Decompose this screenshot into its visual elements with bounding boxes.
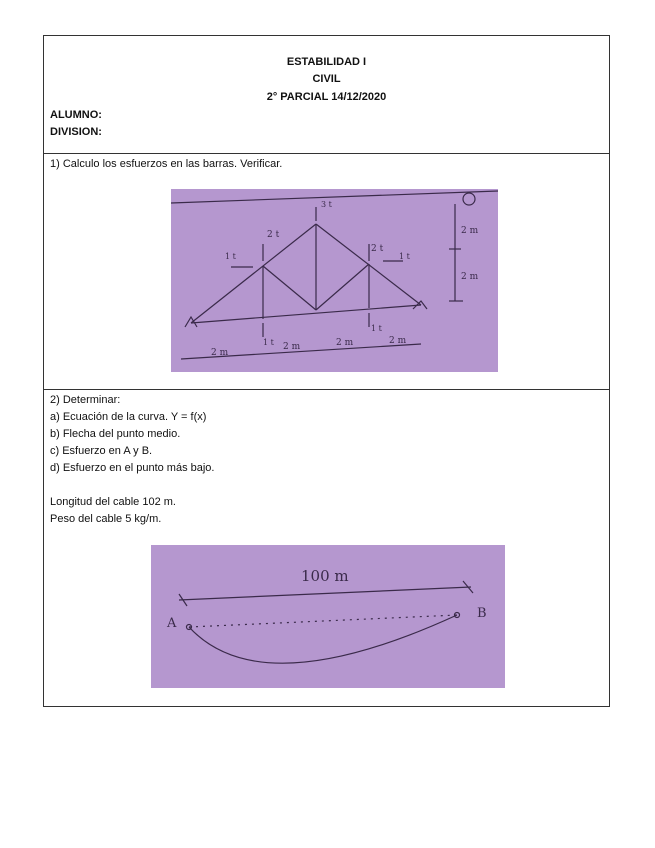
point-b-label: B (477, 606, 487, 621)
height-label: 2 m (461, 226, 479, 236)
load-label: 3 t (321, 200, 332, 209)
question-2 (44, 390, 609, 706)
exam-title: 2° PARCIAL 14/12/2020 (266, 91, 387, 103)
cable-drawing (151, 545, 505, 688)
subject-title: ESTABILIDAD I (286, 56, 367, 68)
span-label: 2 m (283, 342, 301, 352)
exam-sheet (43, 35, 610, 707)
load-label: 1 t (263, 338, 274, 347)
span-label: 2 m (211, 348, 229, 358)
cable-figure (151, 545, 505, 688)
question-2-item: b) Flecha del punto medio. (50, 428, 181, 440)
truss-figure (171, 189, 498, 372)
load-label: 2 t (267, 230, 280, 240)
question-2-item: a) Ecuación de la curva. Y = f(x) (50, 411, 207, 423)
span-label: 2 m (336, 338, 354, 348)
span-label: 2 m (389, 336, 407, 346)
load-label: 1 t (225, 252, 236, 261)
span-label: 100 m (301, 567, 349, 585)
career-title: CIVIL (312, 73, 341, 85)
division-label: DIVISION: (50, 126, 102, 138)
truss-drawing (171, 189, 498, 372)
student-label: ALUMNO: (50, 109, 102, 121)
cable-length: Longitud del cable 102 m. (50, 496, 176, 508)
question-2-item: d) Esfuerzo en el punto más bajo. (50, 462, 215, 474)
load-label: 1 t (371, 324, 382, 333)
point-a-label: A (167, 616, 177, 631)
question-1-prompt: 1) Calculo los esfuerzos en las barras. Verificar. (50, 158, 283, 170)
question-2-item: c) Esfuerzo en A y B. (50, 445, 153, 457)
load-label: 2 t (371, 244, 384, 254)
question-2-title: 2) Determinar: (50, 394, 121, 406)
height-label: 2 m (461, 272, 479, 282)
question-1 (44, 154, 609, 390)
exam-header (44, 36, 609, 154)
cable-weight: Peso del cable 5 kg/m. (50, 513, 162, 525)
load-label: 1 t (399, 252, 410, 261)
